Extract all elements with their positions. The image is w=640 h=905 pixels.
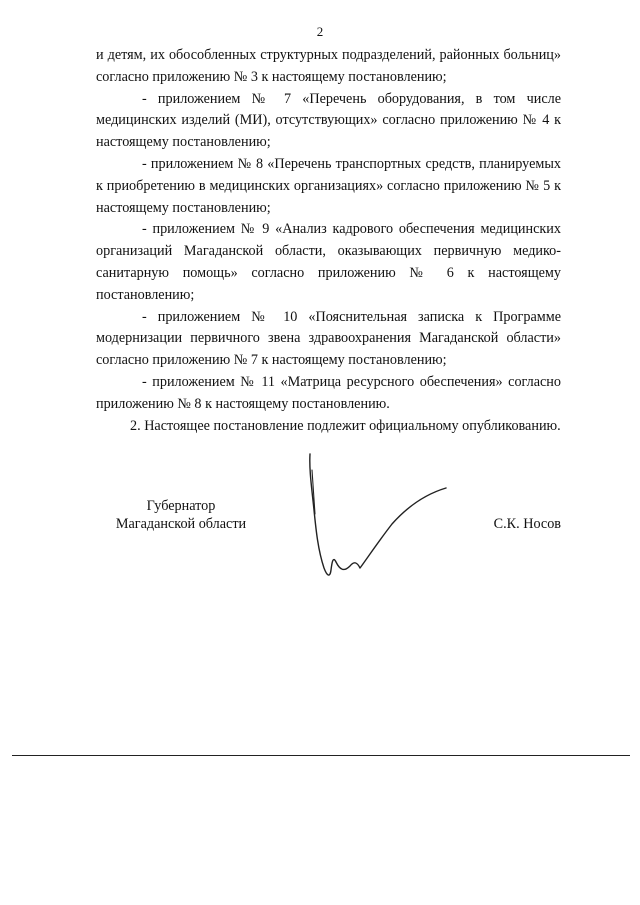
list-item-appendix-10: - приложением № 10 «Пояснительная записка к Программе модернизации первичного звена здравоохранения Магаданской области» согласно приложению № 7 к настоящему постановлению;: [96, 308, 561, 369]
paragraph-continuation: и детям, их обособленных структурных подразделений, районных больниц» согласно приложению № 3 к настоящему постановлению;: [96, 47, 561, 85]
document-body: [96, 45, 561, 437]
handwritten-signature: [300, 450, 460, 585]
signer-position-line-1: Губернатор: [146, 498, 216, 514]
list-item-appendix-7: - приложением № 7 «Перечень оборудования, в том числе медицинских изделий (МИ), отсутствующих» согласно приложению № 4 к настоящему постановлению;: [96, 90, 561, 151]
list-item-appendix-9: - приложением № 9 «Анализ кадрового обеспечения медицинских организаций Магаданской области, оказывающих первичную медико-санитарную помощь» согласно приложению № 6 к настоящему постановлению;: [96, 221, 561, 303]
signer-position-line-2: Магаданской области: [115, 516, 247, 532]
signer-position: [96, 497, 266, 533]
list-item-appendix-8: - приложением № 8 «Перечень транспортных средств, планируемых к приобретению в медицинских организациях» согласно приложению № 5 к настоящему постановлению;: [96, 155, 561, 216]
footer-divider: [12, 755, 630, 756]
page-number: 2: [316, 24, 324, 39]
list-item-appendix-11: - приложением № 11 «Матрица ресурсного обеспечения» согласно приложению № 8 к настоящему постановлению.: [96, 373, 561, 412]
signer-name: С.К. Носов: [493, 516, 561, 532]
paragraph-publication-clause: 2. Настоящее постановление подлежит официальному опубликованию.: [130, 417, 561, 434]
